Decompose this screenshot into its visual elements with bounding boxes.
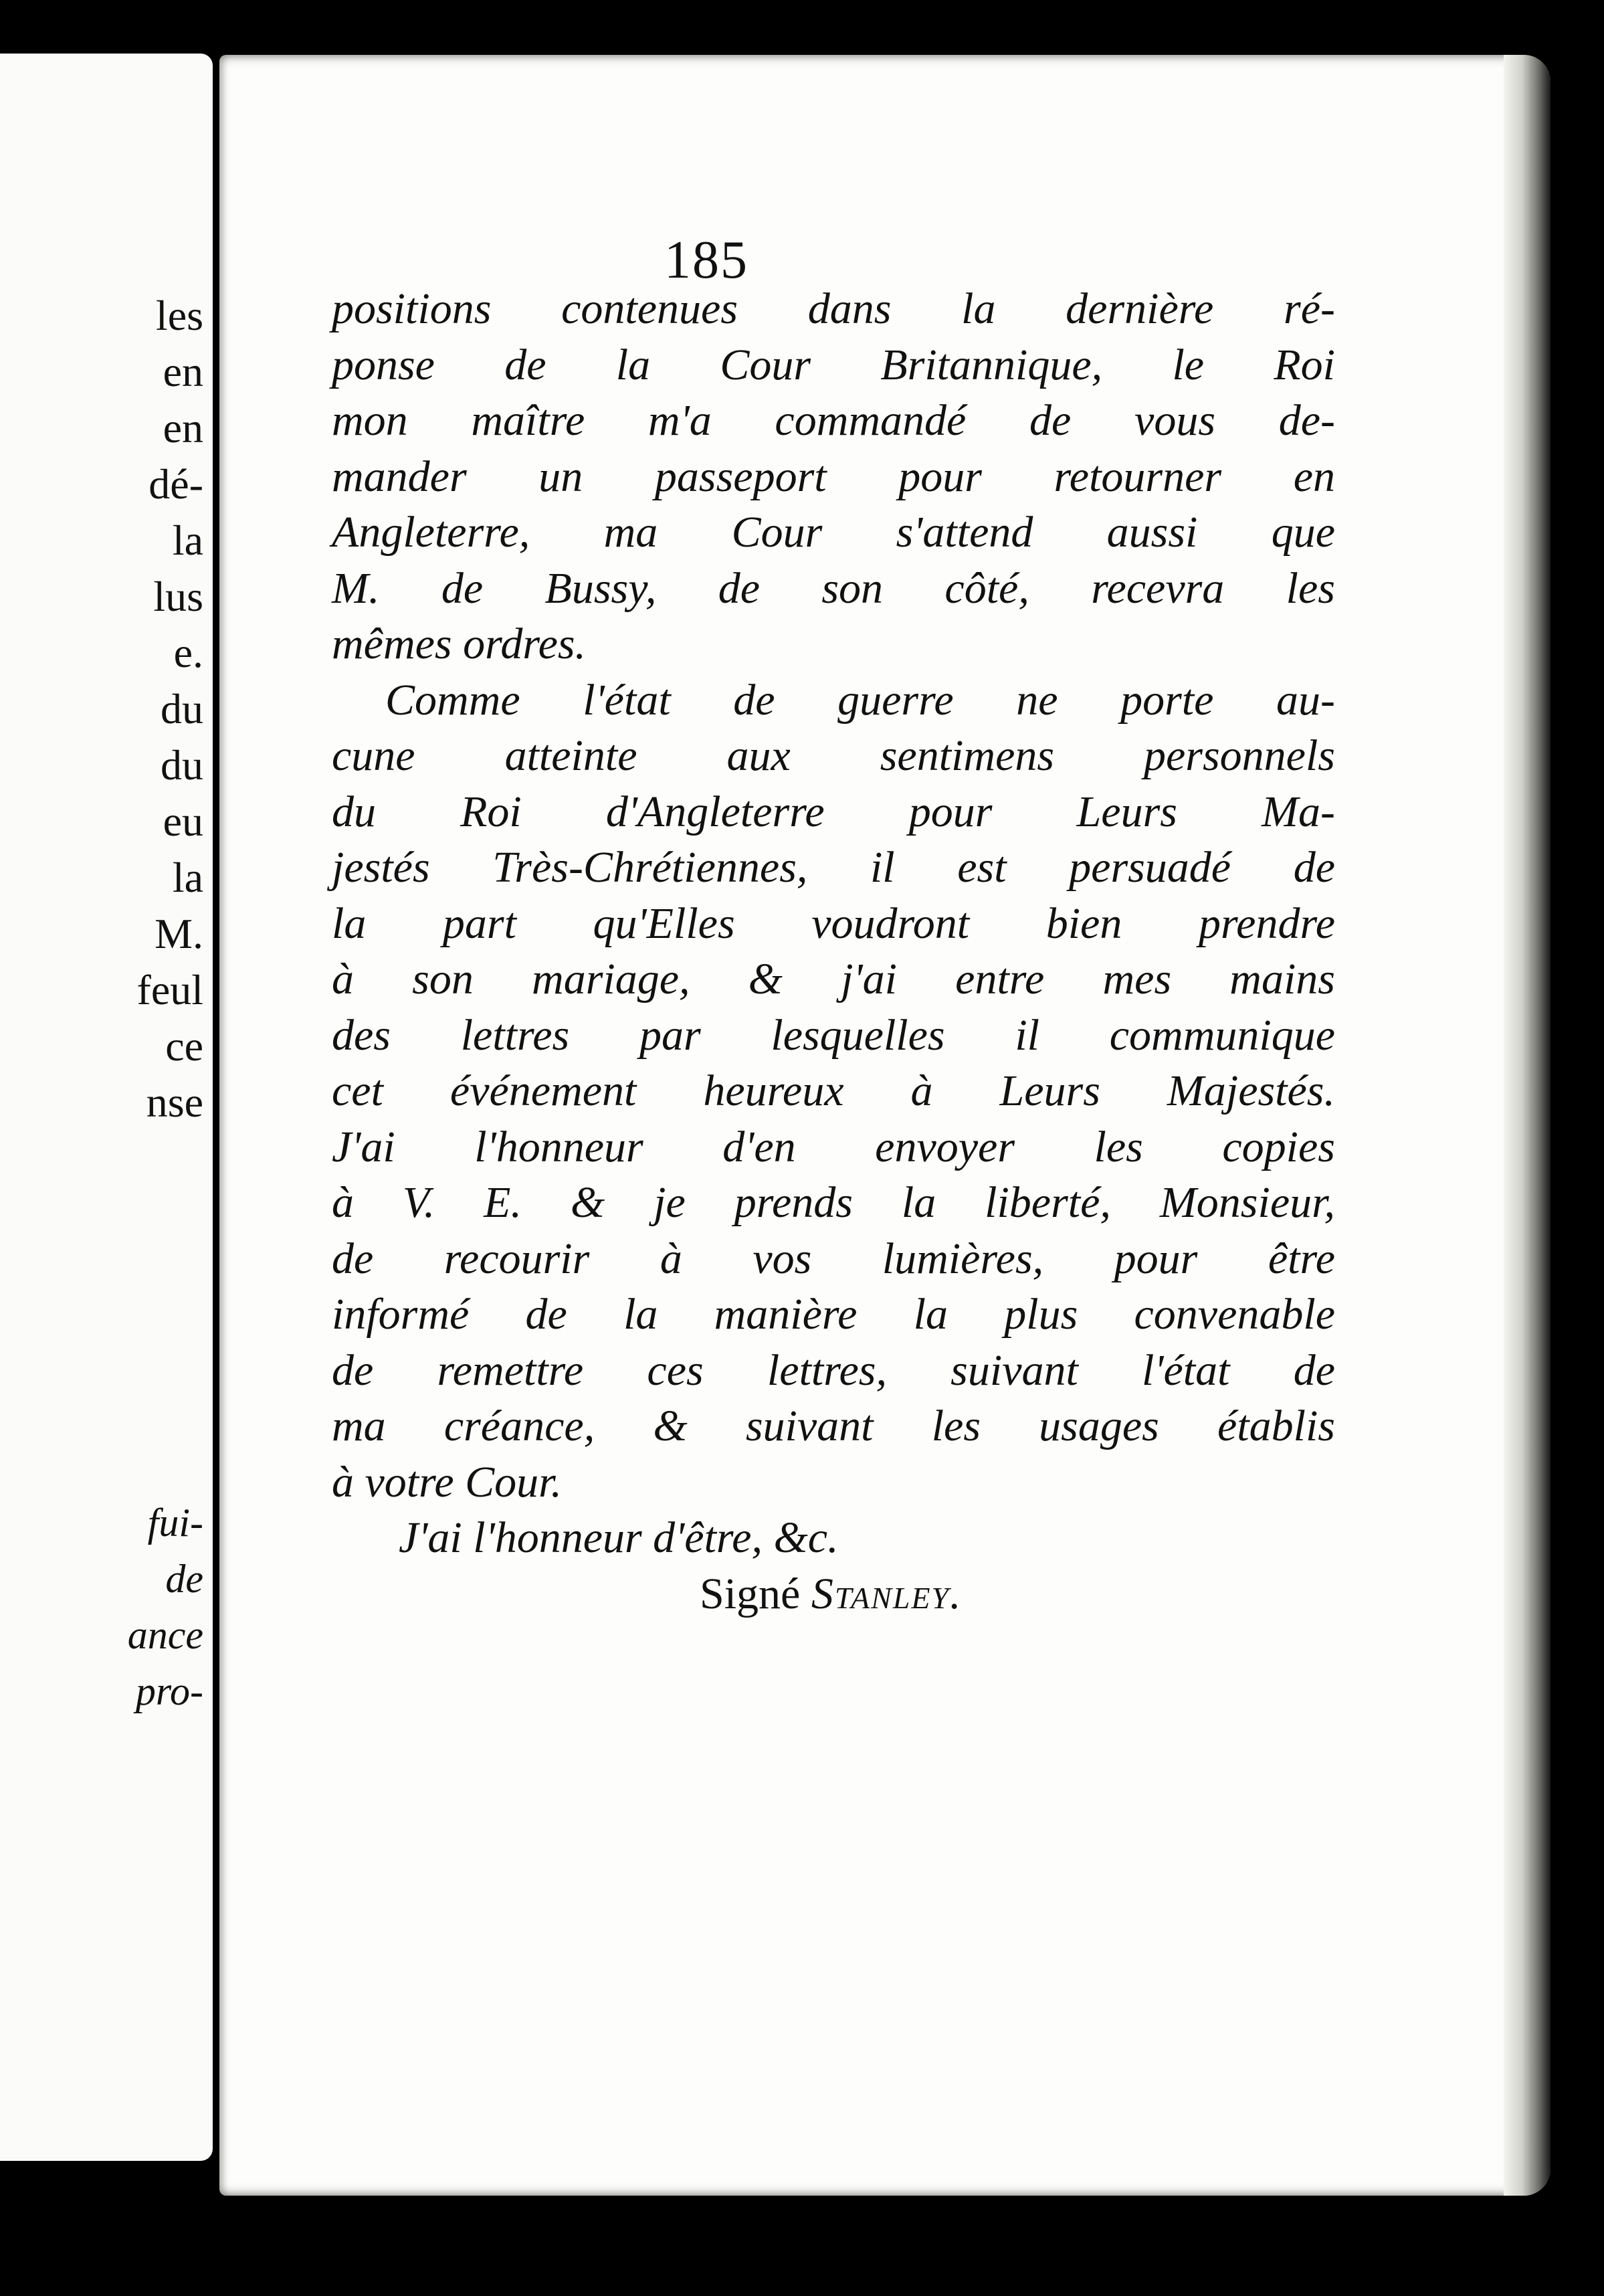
left-page-line: nse [146, 1078, 203, 1126]
left-page-line: du [161, 685, 203, 733]
text-line: la part qu'Elles voudront bien prendre [332, 898, 1335, 948]
closing-formula: J'ai l'honneur d'être, &c. [399, 1513, 839, 1562]
text-line: à V. E. & je prends la liberté, Monsieur, [332, 1178, 1335, 1227]
left-page-line: ance [127, 1613, 203, 1657]
page-number: 185 [664, 231, 748, 290]
text-line: mon maître m'a commandé de vous de- [332, 396, 1335, 445]
left-page-line: du [161, 741, 203, 789]
left-page-line: dé- [148, 460, 203, 508]
signature-line [332, 1566, 1335, 1622]
right-page [219, 55, 1550, 2196]
left-page-line: en [163, 348, 203, 395]
left-page-line: e. [173, 629, 203, 676]
left-page-line: M. [155, 910, 203, 957]
page-edge-shadow [1504, 55, 1550, 2196]
text-line: des lettres par lesquelles il communique [332, 1010, 1335, 1060]
signature-name: Stanley. [811, 1569, 963, 1618]
text-line: mander un passeport pour retourner en [332, 452, 1335, 501]
left-page-line: de [165, 1557, 203, 1601]
text-line: de recourir à vos lumières, pour être [332, 1234, 1335, 1283]
text-line: cet événement heureux à Leurs Majestés. [332, 1066, 1335, 1115]
left-page-line: en [163, 404, 203, 452]
left-page-line: pro- [135, 1669, 203, 1713]
left-page-line: lus [153, 573, 203, 620]
text-line: de remettre ces lettres, suivant l'état de [332, 1345, 1335, 1395]
text-line: du Roi d'Angleterre pour Leurs Ma- [332, 787, 1335, 836]
text-line: Angleterre, ma Cour s'attend aussi que [332, 508, 1335, 557]
letter-body [332, 281, 1335, 1622]
left-page-fragment [0, 54, 213, 2161]
text-line: jestés Très-Chrétiennes, il est persuadé de [332, 843, 1335, 892]
text-line: J'ai l'honneur d'en envoyer les copies [332, 1122, 1335, 1171]
left-page-line: fui- [147, 1501, 203, 1545]
left-page-line: la [172, 516, 203, 564]
text-line: positions contenues dans la dernière ré- [332, 284, 1335, 333]
left-page-line: la [172, 854, 203, 901]
text-line: M. de Bussy, de son côté, recevra les [332, 563, 1335, 613]
text-line: ponse de la Cour Britannique, le Roi [332, 340, 1335, 389]
left-page-line: eu [163, 797, 203, 845]
text-line: informé de la manière la plus convenable [332, 1290, 1335, 1339]
text-line: mêmes ordres. [332, 619, 587, 668]
left-page-line: feul [136, 966, 203, 1014]
signature-prefix: Signé [700, 1569, 801, 1618]
left-page-line: ce [165, 1022, 203, 1070]
text-line: Comme l'état de guerre ne porte au- [385, 675, 1335, 725]
text-line: cune atteinte aux sentimens personnels [332, 731, 1335, 780]
text-line: à son mariage, & j'ai entre mes mains [332, 955, 1335, 1003]
left-page-line: les [155, 292, 203, 339]
text-line: à votre Cour. [332, 1457, 563, 1507]
text-line: ma créance, & suivant les usages établis [332, 1402, 1335, 1450]
